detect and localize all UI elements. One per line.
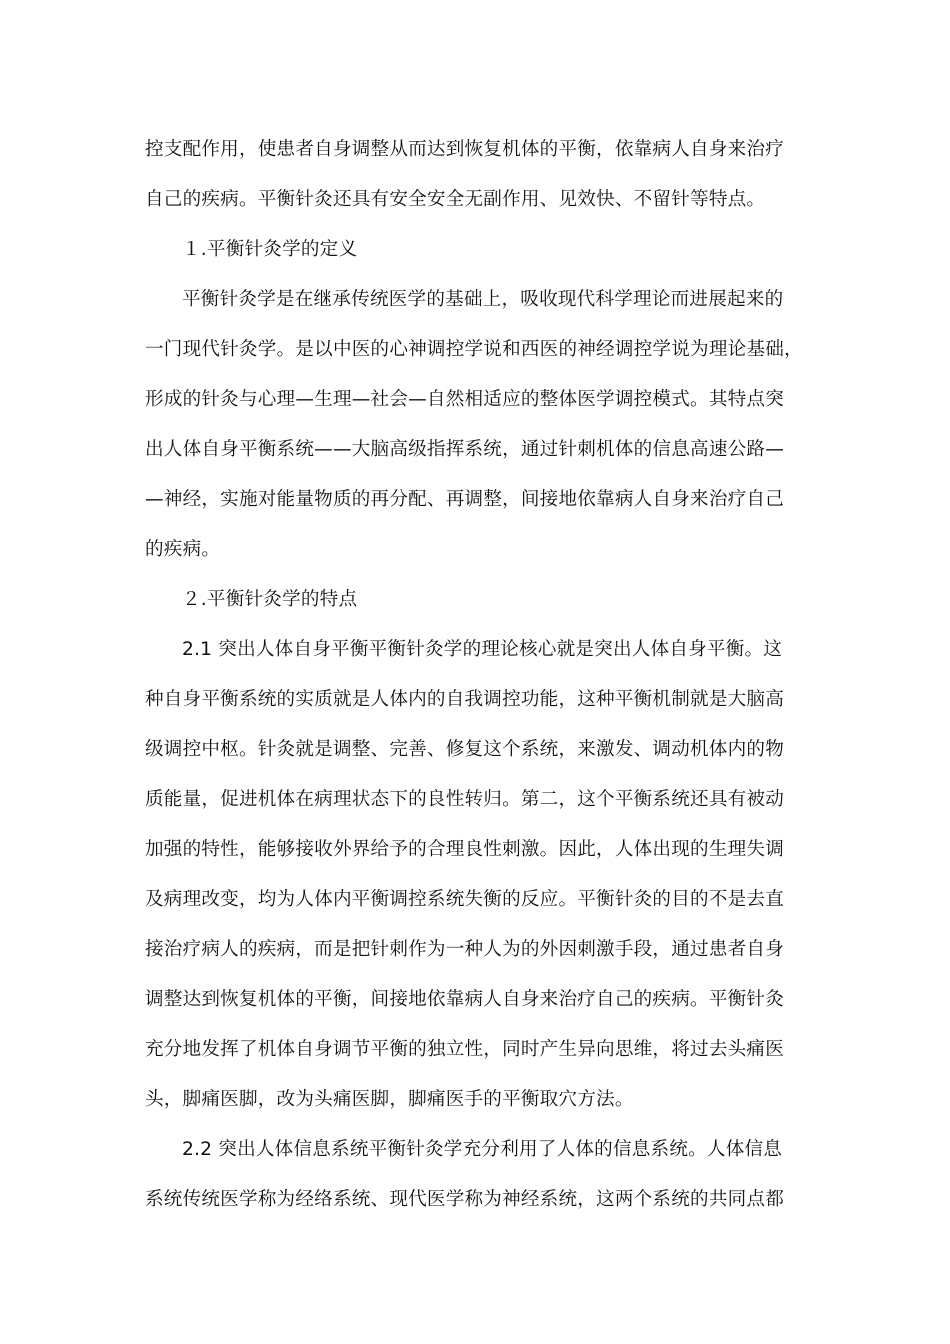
text-line: 形成的针灸与心理—生理—社会—自然相适应的整体医学调控模式。其特点突 <box>145 389 784 410</box>
text-line: 控支配作用，使患者自身调整从而达到恢复机体的平衡，依靠病人自身来治疗 <box>145 139 784 160</box>
text-line: 出人体自身平衡系统——大脑高级指挥系统，通过针刺机体的信息高速公路— <box>145 439 784 460</box>
text-line: —神经，实施对能量物质的再分配、再调整，间接地依靠病人自身来治疗自己 <box>145 489 784 510</box>
text-line: 的疾病。 <box>145 539 221 560</box>
text-line: 种自身平衡系统的实质就是人体内的自我调控功能，这种平衡机制就是大脑高 <box>145 689 784 710</box>
text-line: 调整达到恢复机体的平衡，间接地依靠病人自身来治疗自己的疾病。平衡针灸 <box>145 989 784 1010</box>
text-line: 加强的特性，能够接收外界给予的合理良性刺激。因此，人体出现的生理失调 <box>145 839 784 860</box>
text-line: 系统传统医学称为经络系统、现代医学称为神经系统，这两个系统的共同点都 <box>145 1189 784 1210</box>
text-line: 及病理改变，均为人体内平衡调控系统失衡的反应。平衡针灸的目的不是去直 <box>145 889 784 910</box>
text-line: 一门现代针灸学。是以中医的心神调控学说和西医的神经调控学说为理论基础， <box>145 339 803 360</box>
text-line: 头，脚痛医脚，改为头痛医脚，脚痛医手的平衡取穴方法。 <box>145 1089 634 1110</box>
text-line: 级调控中枢。针灸就是调整、完善、修复这个系统，来激发、调动机体内的物 <box>145 739 784 760</box>
section-heading: １.平衡针灸学的定义 <box>182 239 358 260</box>
text-line: 充分地发挥了机体自身调节平衡的独立性，同时产生异向思维，将过去头痛医 <box>145 1039 784 1060</box>
text-line: 自己的疾病。平衡针灸还具有安全安全无副作用、见效快、不留针等特点。 <box>145 189 766 210</box>
text-line: 接治疗病人的疾病，而是把针刺作为一种人为的外因刺激手段，通过患者自身 <box>145 939 784 960</box>
section-heading: ２.平衡针灸学的特点 <box>182 589 358 610</box>
paragraph-start: 2.2 突出人体信息系统平衡针灸学充分利用了人体的信息系统。人体信息 <box>182 1139 783 1160</box>
paragraph-start: 平衡针灸学是在继承传统医学的基础上，吸收现代科学理论而进展起来的 <box>182 289 784 310</box>
paragraph-start: 2.1 突出人体自身平衡平衡针灸学的理论核心就是突出人体自身平衡。这 <box>182 639 783 660</box>
text-line: 质能量，促进机体在病理状态下的良性转归。第二，这个平衡系统还具有被动 <box>145 789 784 810</box>
